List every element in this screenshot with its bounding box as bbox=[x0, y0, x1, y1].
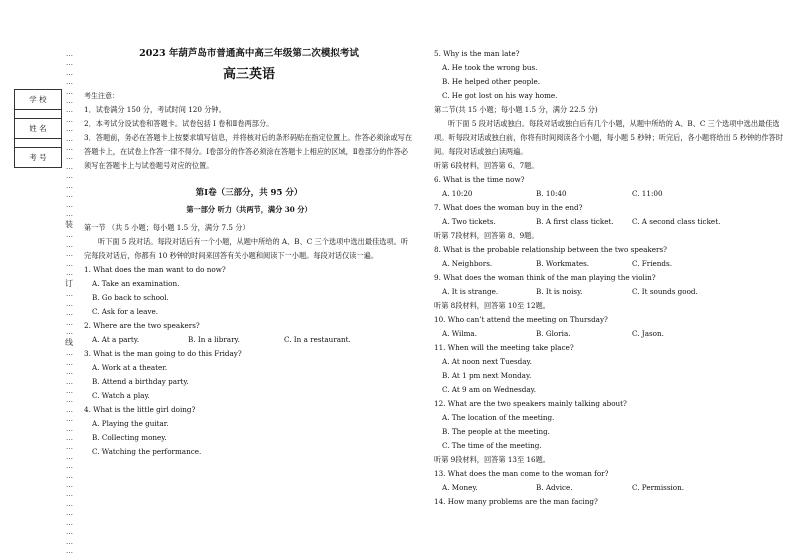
question: 10. Who can’t attend the meeting on Thursday? bbox=[434, 315, 608, 324]
option: B. 10:40 bbox=[536, 189, 567, 198]
dot-separator: … bbox=[66, 349, 72, 358]
subject-title: 高三英语 bbox=[222, 67, 275, 82]
left-column bbox=[84, 47, 414, 459]
question: 6. What is the time now? bbox=[434, 175, 525, 184]
question: 7. What does the woman buy in the end? bbox=[434, 203, 583, 212]
dot-separator: … bbox=[66, 181, 72, 190]
question: 4. What is the little girl doing? bbox=[84, 405, 196, 414]
dot-separator: … bbox=[66, 250, 72, 259]
notice-item: 2．本考试分设试卷和答题卡。试卷包括 I 卷和Ⅱ卷两部分。 bbox=[84, 119, 274, 128]
dot-separator: … bbox=[66, 318, 72, 327]
dot-separator: … bbox=[66, 405, 72, 414]
option-row bbox=[92, 333, 414, 347]
dot-separator: … bbox=[66, 443, 72, 452]
dot-separator: … bbox=[66, 153, 72, 162]
dot-separator: … bbox=[66, 434, 72, 443]
part1-title: 第Ⅰ卷（三部分，共 95 分） bbox=[195, 188, 303, 198]
option: A. Take an examination. bbox=[92, 279, 180, 288]
dot-separator: … bbox=[66, 172, 72, 181]
option: B. He helped other people. bbox=[442, 77, 541, 86]
option-row bbox=[442, 215, 784, 229]
binding-char: 装 bbox=[65, 220, 73, 230]
name-label: 姓 名 bbox=[15, 119, 61, 139]
option: B. At 1 pm next Monday. bbox=[442, 371, 532, 380]
dot-separator: … bbox=[66, 424, 72, 433]
dot-separator: … bbox=[66, 290, 72, 299]
option: A. At noon next Tuesday. bbox=[442, 357, 532, 366]
section2-title: 第二节(共 15 小题；每小题 1.5 分，满分 22.5 分) bbox=[434, 105, 598, 114]
left-questions bbox=[84, 263, 414, 459]
dot-separator: … bbox=[66, 518, 72, 527]
dot-separator: … bbox=[66, 59, 72, 68]
right-column bbox=[434, 47, 784, 509]
option: C. A second class ticket. bbox=[632, 217, 721, 226]
material-note: 听第 9段材料，回答第 13至 16题。 bbox=[434, 455, 550, 464]
dot-separator: … bbox=[66, 309, 72, 318]
option: C. Friends. bbox=[632, 259, 672, 268]
option: C. The time of the meeting. bbox=[442, 441, 542, 450]
option: C. He got lost on his way home. bbox=[442, 91, 558, 100]
dot-separator: … bbox=[66, 499, 72, 508]
question: 5. Why is the man late? bbox=[434, 49, 520, 58]
option: C. At 9 am on Wednesday. bbox=[442, 385, 537, 394]
dot-separator: … bbox=[66, 259, 72, 268]
material-note: 听第 7段材料，回答第 8、9题。 bbox=[434, 231, 539, 240]
dot-separator: … bbox=[66, 368, 72, 377]
dot-separator: … bbox=[66, 97, 72, 106]
option: B. Workmates. bbox=[536, 259, 590, 268]
dot-separator: … bbox=[66, 134, 72, 143]
dot-separator: … bbox=[66, 452, 72, 461]
notice-title: 考生注意： bbox=[84, 92, 119, 100]
option-row bbox=[442, 285, 784, 299]
option: C. Watch a play. bbox=[92, 391, 150, 400]
dot-separator: … bbox=[66, 377, 72, 386]
material-note: 听第 6段材料，回答第 6、7题。 bbox=[434, 161, 539, 170]
option: A. Money. bbox=[442, 483, 478, 492]
part1-subtitle: 第一部分 听力（共两节，满分 30 分） bbox=[186, 205, 312, 214]
dot-separator: … bbox=[66, 78, 72, 87]
dot-separator: … bbox=[66, 209, 72, 218]
dot-separator: … bbox=[66, 106, 72, 115]
option: A. Neighbors. bbox=[442, 259, 493, 268]
dot-separator: … bbox=[66, 231, 72, 240]
option-row bbox=[442, 257, 784, 271]
option: A. Two tickets. bbox=[442, 217, 496, 226]
dot-separator: … bbox=[66, 50, 72, 58]
question: 1. What does the man want to do now? bbox=[84, 265, 226, 274]
exam-title: 2023 年葫芦岛市普通高中高三年级第二次模拟考试 bbox=[139, 48, 359, 59]
option: C. Ask for a leave. bbox=[92, 307, 159, 316]
dot-separator: … bbox=[66, 528, 72, 537]
section1-title: 第一节 （共 5 小题；每小题 1.5 分，满分 7.5 分） bbox=[84, 223, 250, 232]
dot-separator: … bbox=[66, 299, 72, 308]
dot-separator: … bbox=[66, 162, 72, 171]
dot-separator: … bbox=[66, 471, 72, 480]
option: C. Permission. bbox=[632, 483, 685, 492]
option: C. In a restaurant. bbox=[284, 335, 351, 344]
student-info-box bbox=[14, 89, 62, 168]
dot-separator: … bbox=[66, 396, 72, 405]
dot-separator: … bbox=[66, 387, 72, 395]
dot-separator: … bbox=[66, 125, 72, 134]
notice-item: 1．试卷满分 150 分，考试时间 120 分钟。 bbox=[84, 105, 226, 114]
option-row bbox=[442, 187, 784, 201]
option-row bbox=[442, 327, 784, 341]
option: C. 11:00 bbox=[632, 189, 663, 198]
option: B. Gloria. bbox=[536, 329, 571, 338]
dot-separator: … bbox=[66, 87, 72, 96]
option: A. Wilma. bbox=[442, 329, 478, 338]
option: B. Attend a birthday party. bbox=[92, 377, 189, 386]
option: B. It is noisy. bbox=[536, 287, 583, 296]
dot-separator: … bbox=[66, 546, 72, 555]
dot-separator: … bbox=[66, 68, 72, 77]
binding-line bbox=[62, 50, 76, 555]
option: A. The location of the meeting. bbox=[442, 413, 555, 422]
option: A. It is strange. bbox=[442, 287, 499, 296]
question: 2. Where are the two speakers? bbox=[84, 321, 200, 330]
dot-separator: … bbox=[66, 481, 72, 490]
option: B. Advice. bbox=[536, 483, 573, 492]
school-label: 学 校 bbox=[15, 90, 61, 110]
section1-instructions: 听下面 5 段对话。每段对话后有一个小题，从题中所给的 A、B、C 三个选项中选出最佳选项。听完每段对话后，你都有 10 秒钟的时间来回答有关小题和阅读下一小题。每段对话仅读一遍。 bbox=[84, 237, 409, 260]
dot-separator: … bbox=[66, 200, 72, 209]
dot-separator: … bbox=[66, 144, 72, 153]
question: 9. What does the woman think of the man playing the violin? bbox=[434, 273, 656, 282]
option: A. Playing the guitar. bbox=[92, 419, 169, 428]
option-row bbox=[442, 481, 784, 495]
question: 13. What does the man come to the woman for? bbox=[434, 469, 609, 478]
binding-char: 线 bbox=[65, 338, 73, 348]
question: 11. When will the meeting take place? bbox=[434, 343, 574, 352]
dot-separator: … bbox=[66, 462, 72, 471]
dot-separator: … bbox=[66, 115, 72, 124]
question: 14. How many problems are the man facing? bbox=[434, 497, 598, 506]
material-note: 听第 8段材料，回答第 10至 12题。 bbox=[434, 301, 550, 310]
option: B. A first class ticket. bbox=[536, 217, 614, 226]
dot-separator: … bbox=[66, 358, 72, 367]
dot-separator: … bbox=[66, 509, 72, 518]
right-questions bbox=[434, 159, 784, 509]
option: A. At a party. bbox=[92, 335, 140, 344]
question: 12. What are the two speakers mainly talking about? bbox=[434, 399, 627, 408]
question: 3. What is the man going to do this Friday? bbox=[84, 349, 242, 358]
dot-separator: … bbox=[66, 490, 72, 499]
dot-separator: … bbox=[66, 537, 72, 546]
dot-separator: … bbox=[66, 327, 72, 336]
binding-char: 订 bbox=[65, 279, 73, 289]
dot-separator: … bbox=[66, 415, 72, 424]
option: C. Jason. bbox=[632, 329, 664, 338]
option: C. It sounds good. bbox=[632, 287, 698, 296]
option: B. Collecting money. bbox=[92, 433, 167, 442]
option: B. The people at the meeting. bbox=[442, 427, 550, 436]
option: C. Watching the performance. bbox=[92, 447, 202, 456]
dot-separator: … bbox=[66, 268, 72, 277]
question: 8. What is the probable relationship between the two speakers? bbox=[434, 245, 667, 254]
option: B. In a library. bbox=[188, 335, 240, 344]
id-label: 考 号 bbox=[29, 153, 47, 162]
dot-separator: … bbox=[66, 191, 72, 200]
option: A. He took the wrong bus. bbox=[442, 63, 538, 72]
section2-instructions: 听下面 5 段对话或独白。每段对话或独白后有几个小题，从题中所给的 A、B、C 三个选项中选出最佳选项。听每段对话或独白前，你将有时间阅读各个小题，每小题 5 秒钟；听完后，各小题将给出 5 秒钟的作答时间。每段对话或独白读两遍。 bbox=[434, 119, 783, 156]
option: B. Go back to school. bbox=[92, 293, 169, 302]
dot-separator: … bbox=[66, 240, 72, 249]
option: A. Work at a theater. bbox=[92, 363, 168, 372]
option: A. 10:20 bbox=[442, 189, 473, 198]
notice-item: 3．答题前，务必在答题卡上按要求填写信息，并将核对后的条形码贴在指定位置上。作答必须涂或写在答题卡上，在试卷上作答一律不得分。Ⅰ卷部分的作答必须涂在答题卡上相应的区域，Ⅱ卷部分的作答必须写在答题卡上与试卷题号对应的位置。 bbox=[84, 133, 413, 170]
